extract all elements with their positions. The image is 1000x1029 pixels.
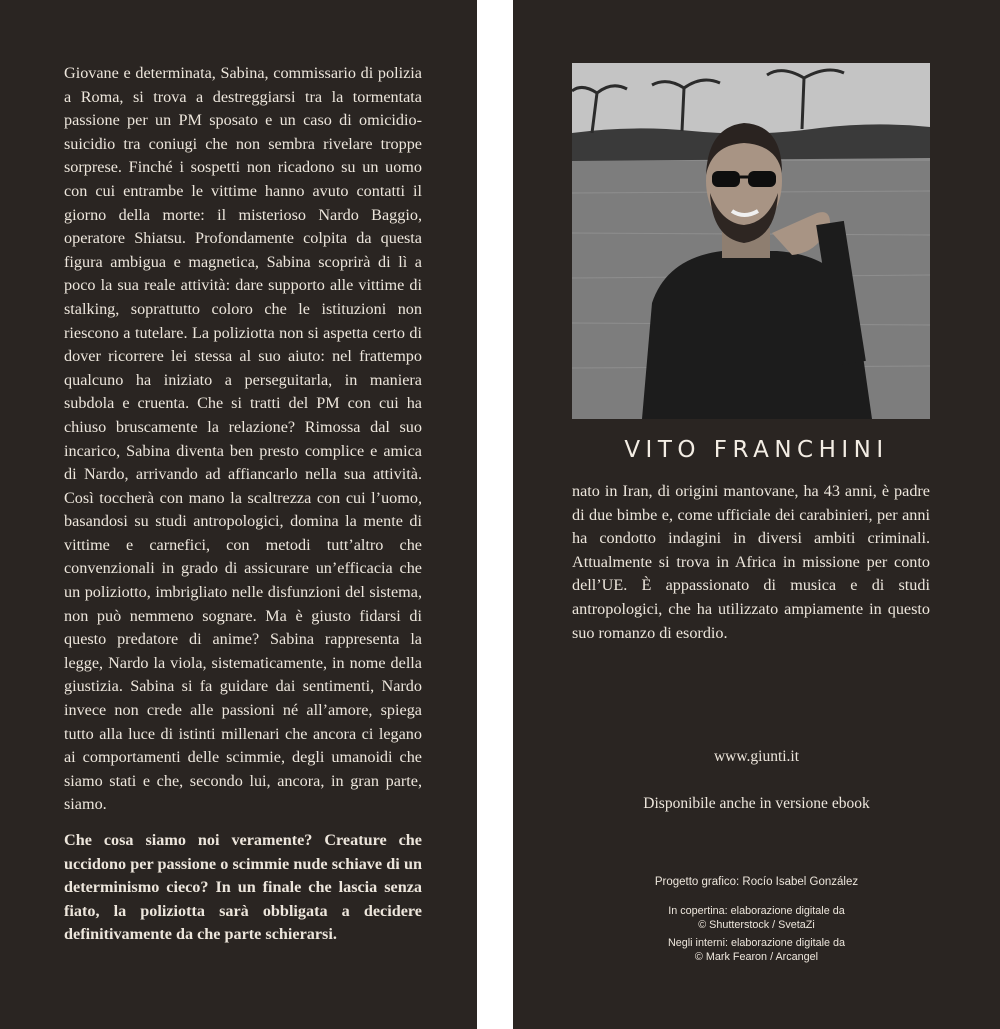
flap-panel <box>513 0 1000 1029</box>
author-photo-illustration <box>572 63 930 419</box>
synopsis-closing-paragraph: Che cosa siamo noi veramente? Creature che uccidono per passione o scimmie nude schiave di un determinismo cieco? In un finale che lascia senza fiato, la poliziotta sarà obbligata a decidere definitivamente da che parte schierarsi. <box>64 831 422 944</box>
synopsis-paragraph: Giovane e determinata, Sabina, commissario di polizia a Roma, si trova a destreggiarsi tra la tormentata passione per un PM sposato e un caso di omicidio-suicidio tra coniugi che non sembra rivelare troppe sorprese. Finché i sospetti non ricadono su un uomo con cui entrambe le vittime hanno avuto contatti il giorno della morte: il misterioso Nardo Baggio, operatore Shiatsu. Profondamente colpita da questa figura ambigua e magnetica, Sabina scoprirà di lì a poco la sua reale attività: dare supporto alle vittime di stalking, soprattutto coloro che le istituzioni non riescono a tutelare. La poliziotta non si aspetta certo di dover ricorrere lei stessa al suo aiuto: nel frattempo qualcuno ha iniziato a perseguitarla, in maniera subdola e cruenta. Che si tratti del PM con cui ha chiuso bruscamente la relazione? Rimossa dal suo incarico, Sabina diventa ben presto complice e amica di Nardo, arrivando ad affiancarlo nella sua attività. Così toccherà con mano la scaltrezza con cui l’uomo, basandosi su studi antropologici, domina la mente di vittime e carnefici, con metodi tutt’altro che convenzionali in grado di assicurare un’efficacia che un poliziotto, imbrigliato nelle disfunzioni del sistema, non può nemmeno sognare. Ma è giusto fidarsi di questo predatore di anime? Sabina rappresenta la legge, Nardo la viola, sistematicamente, in nome della giustizia. Sabina si fa guidare dai sentimenti, Nardo invece non crede alle passioni né all’amore, spiega tutto alla luce di istinti millenari che ancora ci legano ai comportamenti delle scimmie, degli umanoidi che siamo stati e che, secondo lui, ancora, in gran parte, siamo. <box>64 64 422 814</box>
back-cover-panel <box>0 0 477 1029</box>
publisher-website: www.giunti.it <box>713 748 800 765</box>
credit-cover-line-1: In copertina: elaborazione digitale da <box>668 905 845 917</box>
credit-cover-line-2: © Shutterstock / SvetaZi <box>698 919 815 931</box>
credit-graphic-design: Progetto grafico: Rocío Isabel González <box>654 876 859 888</box>
author-name: VITO FRANCHINI <box>624 437 889 463</box>
author-bio: nato in Iran, di origini mantovane, ha 43 anni, è padre di due bimbe e, come ufficiale dei carabinieri, per anni ha condotto indagini in diversi ambiti criminali. Attualmente si trova in Africa in missione per conto dell’UE. È appassionato di musica e di studi antropologici, che ha utilizzato ampiamente in questo suo romanzo di esordio. <box>572 482 930 642</box>
credit-interior-line-1: Negli interni: elaborazione digitale da <box>667 937 846 949</box>
synopsis <box>64 62 422 947</box>
credit-cover <box>513 904 1000 932</box>
ebook-availability: Disponibile anche in versione ebook <box>643 795 870 812</box>
credit-interior-line-2: © Mark Fearon / Arcangel <box>694 951 819 963</box>
author-photo <box>572 63 930 419</box>
credit-interior <box>513 936 1000 964</box>
